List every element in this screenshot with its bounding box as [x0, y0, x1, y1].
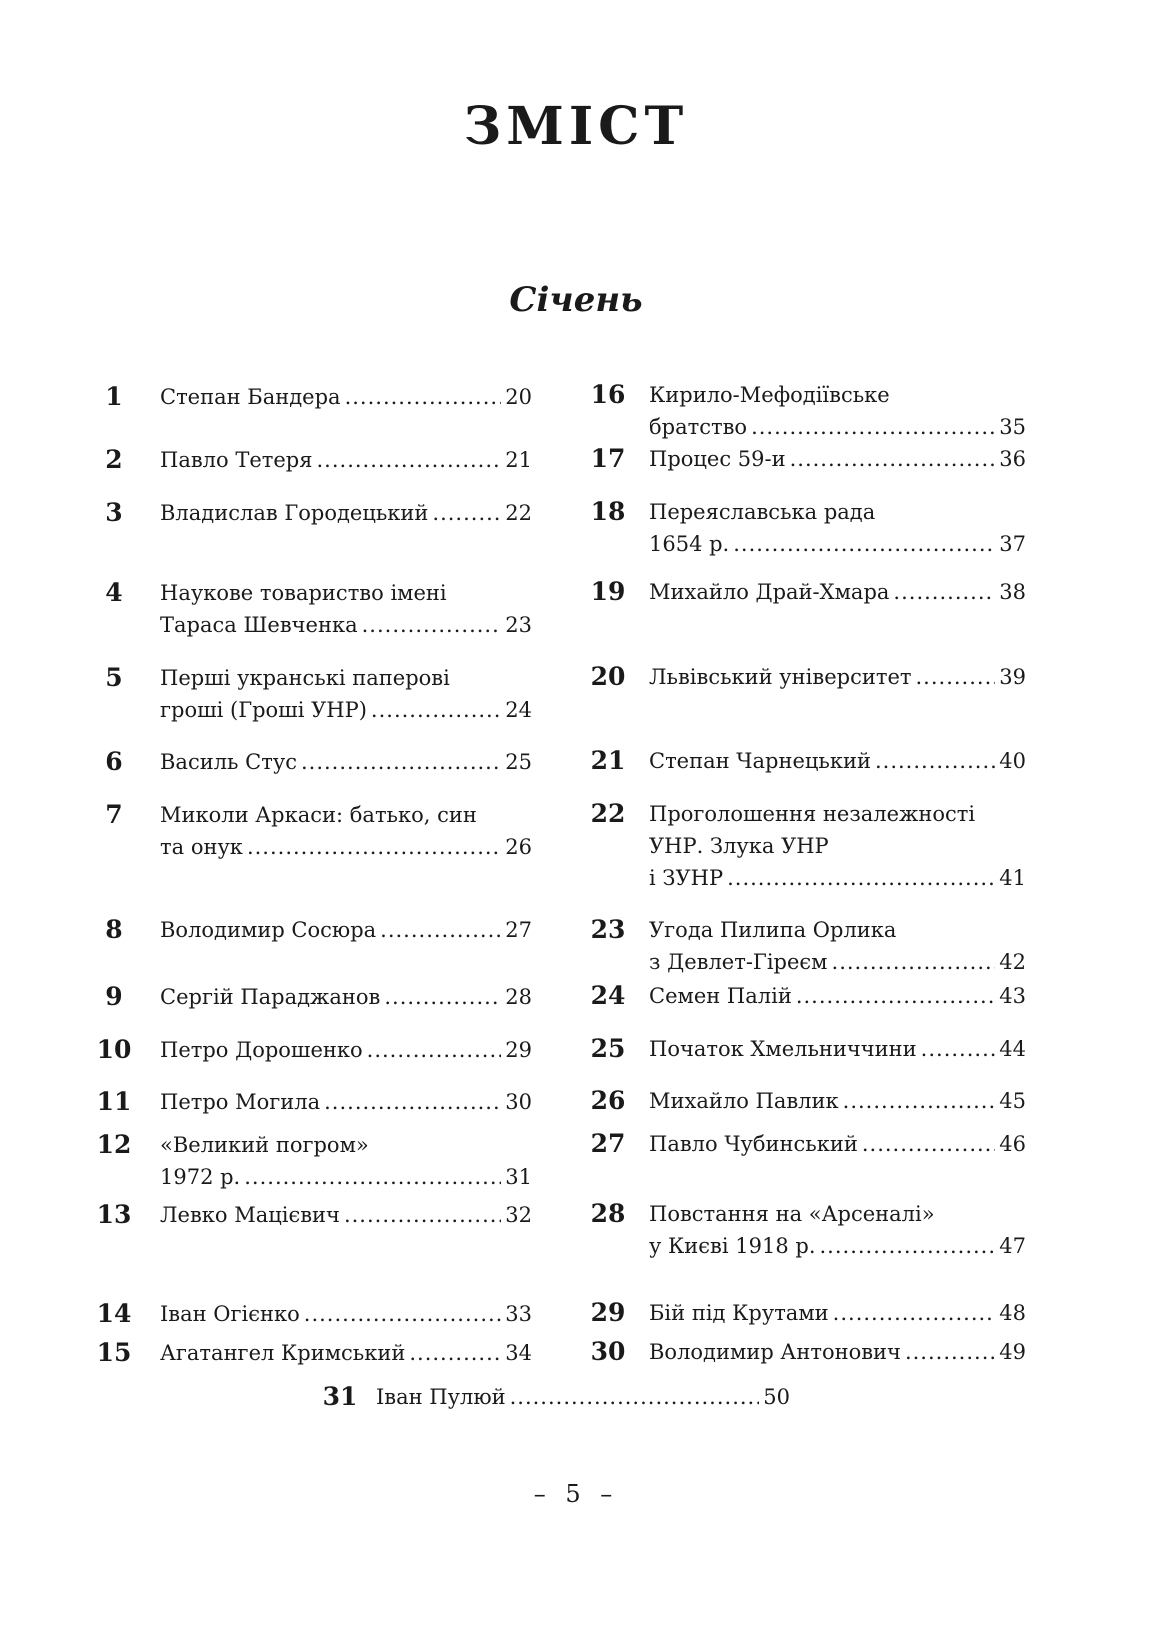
entry-title-last-line: [160, 609, 532, 641]
dot-leader: [409, 1337, 501, 1369]
dot-leader: [796, 980, 995, 1012]
entry-page-number: 24: [505, 698, 532, 722]
entry-number: 27: [590, 1129, 626, 1158]
entry-page-number: 32: [505, 1203, 532, 1227]
entry-title-last-line: [649, 1085, 1026, 1117]
page-dash-right: –: [600, 1480, 619, 1508]
entry-page-number: 38: [999, 580, 1026, 604]
entry-title-last-line: [649, 1033, 1026, 1065]
entry-title-line: «Великий погром»: [160, 1133, 369, 1157]
entry-title-line: Кирило-Мефодіївське: [649, 383, 890, 407]
entry-text: [649, 379, 1026, 443]
entry-title-last-line: [649, 946, 1026, 978]
entry-title-last-line: [160, 1199, 532, 1231]
dot-leader: [921, 1033, 996, 1065]
entry-number: 23: [590, 915, 626, 944]
entry-title-last-line: [160, 914, 532, 946]
dot-leader: [380, 914, 501, 946]
entry-text: [160, 1086, 532, 1118]
entry-title: братство: [649, 415, 748, 439]
entry-title-last-line: [160, 1298, 532, 1330]
dot-leader: [510, 1381, 760, 1413]
entry-title-last-line: [376, 1381, 790, 1413]
dot-leader: [362, 609, 502, 641]
dot-leader: [317, 444, 502, 476]
entry-text: [649, 1336, 1026, 1368]
month-heading: Січень: [509, 280, 643, 320]
entry-number: 12: [96, 1130, 132, 1159]
entry-title: Василь Стус: [160, 750, 297, 774]
entry-page-number: 20: [505, 385, 532, 409]
entry-page-number: 27: [505, 918, 532, 942]
entry-title-last-line: [649, 1336, 1026, 1368]
entry-title-line: Проголошення незалежності: [649, 802, 976, 826]
entry-page-number: 41: [999, 866, 1026, 890]
entry-number: 3: [105, 498, 123, 527]
entry-text: [649, 1033, 1026, 1065]
entry-title-last-line: [649, 980, 1026, 1012]
entry-title-last-line: [649, 528, 1026, 560]
entry-number: 20: [590, 662, 626, 691]
entry-page-number: 44: [999, 1037, 1026, 1061]
entry-title: Михайло Драй-Хмара: [649, 580, 890, 604]
dot-leader: [733, 528, 995, 560]
entry-title: Бій під Крутами: [649, 1301, 829, 1325]
entry-page-number: 35: [999, 415, 1026, 439]
dot-leader: [751, 411, 995, 443]
entry-page-number: 26: [505, 835, 532, 859]
entry-title-last-line: [649, 745, 1026, 777]
entry-title-last-line: [160, 1086, 532, 1118]
entry-page-number: 39: [999, 665, 1026, 689]
dot-leader: [843, 1085, 996, 1117]
entry-number: 6: [105, 747, 123, 776]
entry-page-number: 40: [999, 749, 1026, 773]
entry-number: 21: [590, 746, 626, 775]
entry-text: [649, 1198, 1026, 1262]
entry-number: 1: [105, 382, 123, 411]
entry-number: 13: [96, 1200, 132, 1229]
entry-title-line: Угода Пилипа Орлика: [649, 918, 897, 942]
entry-title-last-line: [649, 443, 1026, 475]
entry-number: 7: [105, 800, 123, 829]
entry-title-last-line: [160, 1337, 532, 1369]
entry-page-number: 47: [999, 1234, 1026, 1258]
entry-page-number: 36: [999, 447, 1026, 471]
entry-number: 8: [105, 915, 123, 944]
entry-number: 14: [96, 1299, 132, 1328]
entry-title-last-line: [160, 746, 532, 778]
entry-title: Левко Мацієвич: [160, 1203, 340, 1227]
entry-text: [160, 577, 532, 641]
entry-title-last-line: [160, 1034, 532, 1066]
entry-title: у Києві 1918 р.: [649, 1234, 816, 1258]
entry-number: 11: [96, 1087, 132, 1116]
entry-page-number: 42: [999, 950, 1026, 974]
dot-leader: [367, 1034, 502, 1066]
entry-text: [160, 914, 532, 946]
entry-number: 4: [105, 578, 123, 607]
entry-page-number: 29: [505, 1038, 532, 1062]
dot-leader: [832, 946, 996, 978]
entry-title-last-line: [649, 1297, 1026, 1329]
dot-leader: [916, 661, 996, 693]
entry-number: 19: [590, 577, 626, 606]
entry-page-number: 49: [999, 1340, 1026, 1364]
entry-number: 29: [590, 1298, 626, 1327]
entry-title: Петро Дорошенко: [160, 1038, 363, 1062]
entry-number: 30: [590, 1337, 626, 1366]
entry-number: 17: [590, 444, 626, 473]
entry-text: [649, 661, 1026, 693]
entry-page-number: 22: [505, 501, 532, 525]
entry-page-number: 48: [999, 1301, 1026, 1325]
entry-page-number: 25: [505, 750, 532, 774]
entry-text: [649, 745, 1026, 777]
entry-title: Процес 59-и: [649, 447, 786, 471]
entry-title-line: Переяславська рада: [649, 500, 876, 524]
entry-title: Павло Чубинський: [649, 1132, 858, 1156]
entry-title-last-line: [649, 1128, 1026, 1160]
entry-title: Агатангел Кримський: [160, 1341, 406, 1365]
entry-page-number: 30: [505, 1090, 532, 1114]
entry-page-number: 34: [505, 1341, 532, 1365]
entry-text: [376, 1381, 790, 1413]
entry-title: 1972 р.: [160, 1165, 241, 1189]
entry-text: [160, 1337, 532, 1369]
dot-leader: [905, 1336, 995, 1368]
entry-number: 5: [105, 663, 123, 692]
entry-text: [649, 443, 1026, 475]
entry-number: 26: [590, 1086, 626, 1115]
page-number: 5: [565, 1480, 587, 1508]
entry-number: 24: [590, 981, 626, 1010]
page-dash-left: –: [533, 1480, 552, 1508]
dot-leader: [893, 576, 995, 608]
entry-page-number: 50: [763, 1385, 790, 1409]
dot-leader: [304, 1298, 501, 1330]
entry-page-number: 28: [505, 985, 532, 1009]
entry-title-last-line: [649, 862, 1026, 894]
entry-title-last-line: [649, 1230, 1026, 1262]
dot-leader: [384, 981, 501, 1013]
entry-text: [160, 381, 532, 413]
entry-title: Петро Могила: [160, 1090, 321, 1114]
entry-number: 28: [590, 1199, 626, 1228]
entry-text: [160, 1034, 532, 1066]
entry-title: і ЗУНР: [649, 866, 724, 890]
entry-title-line: УНР. Злука УНР: [649, 834, 829, 858]
entry-text: [160, 1298, 532, 1330]
entry-number: 16: [590, 380, 626, 409]
dot-leader: [371, 694, 501, 726]
entry-page-number: 23: [505, 613, 532, 637]
entry-title-last-line: [160, 981, 532, 1013]
entry-text: [649, 914, 1026, 978]
dot-leader: [344, 1199, 501, 1231]
entry-page-number: 21: [505, 448, 532, 472]
entry-number: 31: [322, 1382, 358, 1411]
entry-title: Михайло Павлик: [649, 1089, 839, 1113]
dot-leader: [862, 1128, 995, 1160]
dot-leader: [345, 381, 502, 413]
entry-text: [160, 662, 532, 726]
entry-title: Павло Тетеря: [160, 448, 313, 472]
entry-title-last-line: [160, 831, 532, 863]
page-number-footer: [0, 1480, 1152, 1508]
entry-number: 10: [96, 1035, 132, 1064]
entry-text: [649, 1128, 1026, 1160]
entry-title-line: Повстання на «Арсеналі»: [649, 1202, 935, 1226]
entry-page-number: 31: [505, 1165, 532, 1189]
entry-title-last-line: [160, 381, 532, 413]
entry-text: [160, 981, 532, 1013]
entry-title: Іван Пулюй: [376, 1385, 506, 1409]
entry-title: 1654 р.: [649, 532, 730, 556]
entry-text: [649, 1297, 1026, 1329]
entry-text: [649, 980, 1026, 1012]
dot-leader: [833, 1297, 996, 1329]
entry-page-number: 46: [999, 1132, 1026, 1156]
entry-number: 18: [590, 497, 626, 526]
entry-page-number: 33: [505, 1302, 532, 1326]
entry-title: гроші (Гроші УНР): [160, 698, 367, 722]
entry-title-last-line: [649, 576, 1026, 608]
entry-title: Львівський університет: [649, 665, 912, 689]
dot-leader: [432, 497, 501, 529]
entry-title-last-line: [649, 661, 1026, 693]
entry-title: Володимир Сосюра: [160, 918, 377, 942]
dot-leader: [324, 1086, 501, 1118]
entry-title: з Девлет-Гіреєм: [649, 950, 828, 974]
entry-number: 15: [96, 1338, 132, 1367]
entry-title: Степан Бандера: [160, 385, 341, 409]
entry-title-last-line: [160, 444, 532, 476]
entry-title-last-line: [160, 694, 532, 726]
dot-leader: [875, 745, 995, 777]
entry-title-line: Наукове товариство імені: [160, 581, 447, 605]
entry-page-number: 43: [999, 984, 1026, 1008]
dot-leader: [244, 1161, 501, 1193]
entry-number: 2: [105, 445, 123, 474]
entry-page-number: 37: [999, 532, 1026, 556]
entry-text: [160, 1129, 532, 1193]
entry-text: [649, 1085, 1026, 1117]
entry-title-last-line: [160, 497, 532, 529]
entry-title: Степан Чарнецький: [649, 749, 871, 773]
entry-text: [160, 746, 532, 778]
entry-title-line: Перші укранські паперові: [160, 666, 450, 690]
entry-title-line: Миколи Аркаси: батько, син: [160, 803, 477, 827]
entry-title: Сергій Параджанов: [160, 985, 381, 1009]
entry-text: [649, 576, 1026, 608]
entry-number: 22: [590, 799, 626, 828]
dot-leader: [301, 746, 501, 778]
entry-text: [160, 444, 532, 476]
entry-title: та онук: [160, 835, 243, 859]
contents-title: ЗМІСТ: [463, 96, 689, 157]
entry-title: Володимир Антонович: [649, 1340, 901, 1364]
dot-leader: [247, 831, 501, 863]
entry-title: Тараса Шевченка: [160, 613, 358, 637]
entry-text: [649, 496, 1026, 560]
entry-text: [649, 798, 1026, 894]
dot-leader: [727, 862, 995, 894]
entry-title-last-line: [649, 411, 1026, 443]
entry-title: Іван Огієнко: [160, 1302, 300, 1326]
entry-number: 25: [590, 1034, 626, 1063]
entry-text: [160, 1199, 532, 1231]
entry-page-number: 45: [999, 1089, 1026, 1113]
entry-text: [160, 799, 532, 863]
entry-text: [160, 497, 532, 529]
entry-number: 9: [105, 982, 123, 1011]
entry-title: Семен Палій: [649, 984, 792, 1008]
dot-leader: [820, 1230, 996, 1262]
entry-title: Початок Хмельниччини: [649, 1037, 917, 1061]
entry-title-last-line: [160, 1161, 532, 1193]
entry-title: Владислав Городецький: [160, 501, 429, 525]
dot-leader: [790, 443, 996, 475]
